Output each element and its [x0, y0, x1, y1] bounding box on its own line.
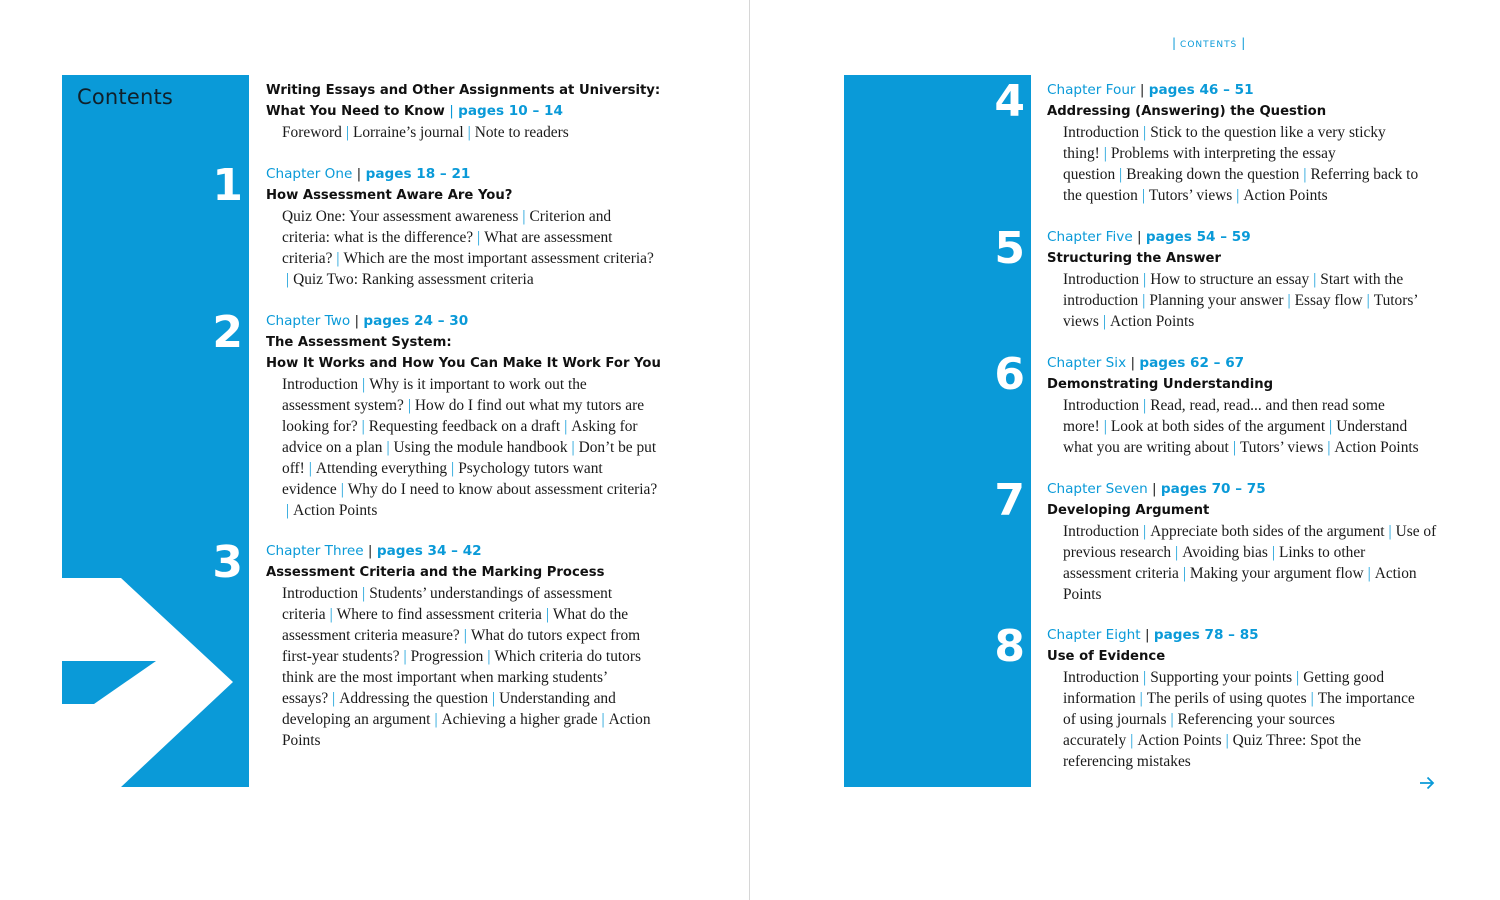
- topic-divider: |: [332, 690, 336, 707]
- right-page: [750, 0, 1500, 900]
- topic-item[interactable]: Read, read, read... and then read some more!: [1063, 397, 1385, 435]
- separator: |: [1147, 481, 1161, 497]
- chapter-pages: pages 78 – 85: [1153, 627, 1259, 643]
- topic-item[interactable]: Appreciate both sides of the argument: [1150, 523, 1385, 540]
- topic-list: [1047, 395, 1439, 458]
- chapter-pages: pages 34 – 42: [376, 543, 482, 559]
- topic-list: [266, 583, 654, 751]
- chapter-pages: pages 46 – 51: [1148, 82, 1254, 98]
- topic-divider: |: [1313, 271, 1317, 288]
- topic-divider: |: [477, 229, 481, 246]
- chapter-label: Chapter Eight: [1047, 627, 1141, 643]
- topic-divider: |: [1310, 690, 1314, 707]
- chapter-number: 6: [994, 349, 1025, 400]
- topic-divider: |: [451, 460, 455, 477]
- chapter-title: The Assessment System:: [266, 335, 452, 350]
- chapter-label: Chapter Five: [1047, 229, 1133, 245]
- topic-divider: |: [564, 418, 568, 435]
- chapter-number: 5: [994, 223, 1025, 274]
- topic-divider: |: [1143, 669, 1147, 686]
- topic-divider: |: [571, 439, 575, 456]
- topic-item[interactable]: Introduction: [1063, 669, 1140, 686]
- chapter-label: Chapter Six: [1047, 355, 1127, 371]
- chapter-title: Demonstrating Understanding: [1047, 377, 1274, 392]
- topic-divider: |: [1329, 418, 1333, 435]
- topic-item[interactable]: Lorraine’s journal: [352, 124, 464, 141]
- topic-divider: |: [1271, 544, 1275, 561]
- chapter-entry[interactable]: [1047, 80, 1427, 206]
- topic-divider: |: [1143, 523, 1147, 540]
- topic-item[interactable]: Addressing the question: [339, 690, 489, 707]
- topic-item[interactable]: Progression: [410, 648, 484, 665]
- topic-divider: |: [329, 606, 333, 623]
- topic-item[interactable]: Avoiding bias: [1182, 544, 1268, 561]
- topic-item[interactable]: Introduction: [1063, 124, 1140, 141]
- topic-item[interactable]: Getting good information: [1063, 669, 1385, 707]
- topic-divider: |: [487, 648, 491, 665]
- chapter-pages: pages 24 – 30: [363, 313, 469, 329]
- topic-item[interactable]: Requesting feedback on a draft: [368, 418, 561, 435]
- topic-item[interactable]: Stick to the question like a very sticky thing!: [1063, 124, 1386, 162]
- topic-item[interactable]: The perils of using quotes: [1146, 690, 1307, 707]
- chapter-pages: pages 62 – 67: [1139, 355, 1245, 371]
- topic-divider: |: [1327, 439, 1331, 456]
- topic-divider: |: [286, 271, 290, 288]
- topic-item[interactable]: Introduction: [1063, 523, 1140, 540]
- topic-divider: |: [362, 376, 366, 393]
- chapter-entry[interactable]: [266, 164, 656, 290]
- topic-item[interactable]: Don’t be put off!: [282, 439, 657, 477]
- topic-item[interactable]: Action Points: [293, 502, 378, 519]
- topic-item[interactable]: Introduction: [1063, 271, 1140, 288]
- chapter-label: Chapter Three: [266, 543, 364, 559]
- topic-item[interactable]: Note to readers: [474, 124, 569, 141]
- topic-divider: |: [434, 711, 438, 728]
- chapter-label: Chapter Four: [1047, 82, 1136, 98]
- topic-list: [1047, 269, 1419, 332]
- topic-divider: |: [361, 418, 365, 435]
- chapter-number: 1: [212, 160, 243, 211]
- separator: |: [1140, 627, 1154, 643]
- topic-divider: |: [1141, 187, 1145, 204]
- chapter-label-line: [1047, 227, 1419, 248]
- topic-divider: |: [1182, 565, 1186, 582]
- topic-item[interactable]: Why is it important to work out the assessment system?: [282, 376, 587, 414]
- contents-heading: Contents: [77, 85, 174, 109]
- topic-divider: |: [345, 124, 349, 141]
- chapter-label-line: [266, 164, 656, 185]
- topic-item[interactable]: Referring back to the question: [1063, 166, 1419, 204]
- topic-item[interactable]: Making your argument flow: [1189, 565, 1364, 582]
- topic-divider: |: [1119, 166, 1123, 183]
- separator: |: [350, 313, 364, 329]
- topic-divider: |: [1388, 523, 1392, 540]
- chapter-title: Developing Argument: [1047, 503, 1210, 518]
- topic-item[interactable]: Start with the introduction: [1063, 271, 1404, 309]
- topic-divider: |: [1236, 187, 1240, 204]
- topic-item[interactable]: How do I find out what my tutors are looking for?: [282, 397, 645, 435]
- topic-item[interactable]: Action Points: [1137, 732, 1222, 749]
- topic-divider: |: [403, 648, 407, 665]
- topic-divider: |: [467, 124, 471, 141]
- topic-item[interactable]: Where to find assessment criteria: [336, 606, 542, 623]
- separator: |: [1135, 82, 1149, 98]
- chapter-label: Chapter One: [266, 166, 353, 182]
- next-page-arrow-icon[interactable]: [1418, 774, 1436, 792]
- topic-item[interactable]: How to structure an essay: [1150, 271, 1310, 288]
- intro-title: Writing Essays and Other Assignments at University:: [266, 83, 661, 98]
- topic-item[interactable]: Tutors’ views: [1063, 292, 1418, 330]
- topic-divider: |: [1139, 690, 1143, 707]
- chapter-label-line: [1047, 80, 1427, 101]
- chapter-pages: pages 54 – 59: [1145, 229, 1251, 245]
- chapter-label-line: [1047, 625, 1429, 646]
- topic-item[interactable]: Understand what you are writing about: [1063, 418, 1408, 456]
- topic-item[interactable]: Quiz Three: Spot the referencing mistakes: [1063, 732, 1362, 770]
- chapter-entry[interactable]: [266, 311, 661, 521]
- separator: |: [352, 166, 366, 182]
- chapter-label-line: [266, 311, 658, 332]
- chapter-label-line: [266, 541, 654, 562]
- topic-item[interactable]: Breaking down the question: [1126, 166, 1300, 183]
- topic-item[interactable]: Understanding and developing an argument: [282, 690, 616, 728]
- chapter-title: How Assessment Aware Are You?: [266, 188, 513, 203]
- topic-item[interactable]: The importance of using journals: [1063, 690, 1415, 728]
- topic-divider: |: [1232, 439, 1236, 456]
- topic-item[interactable]: Introduction: [282, 376, 359, 393]
- left-page: [0, 0, 749, 900]
- topic-divider: |: [1143, 397, 1147, 414]
- chapter-title: Assessment Criteria and the Marking Process: [266, 565, 605, 580]
- topic-divider: |: [1225, 732, 1229, 749]
- topic-item[interactable]: Students’ understandings of assessment criteria: [282, 585, 613, 623]
- topic-item[interactable]: Links to other assessment criteria: [1063, 544, 1366, 582]
- topic-item[interactable]: What do tutors expect from first-year students?: [282, 627, 641, 665]
- topic-divider: |: [340, 481, 344, 498]
- topic-item[interactable]: Achieving a higher grade: [441, 711, 598, 728]
- topic-divider: |: [1103, 145, 1107, 162]
- topic-divider: |: [308, 460, 312, 477]
- topic-divider: |: [1175, 544, 1179, 561]
- topic-item[interactable]: Why do I need to know about assessment criteria?: [347, 481, 658, 498]
- chapter-title: Structuring the Answer: [1047, 251, 1221, 266]
- chapter-title: Addressing (Answering) the Question: [1047, 104, 1327, 119]
- chapter-label-line: [1047, 353, 1439, 374]
- topic-divider: |: [1303, 166, 1307, 183]
- topic-item[interactable]: What are assessment criteria?: [282, 229, 613, 267]
- topic-item[interactable]: What do the assessment criteria measure?: [282, 606, 629, 644]
- chapter-pages: pages 18 – 21: [365, 166, 471, 182]
- topic-item[interactable]: Psychology tutors want evidence: [282, 460, 603, 498]
- chapter-entry[interactable]: [1047, 353, 1439, 458]
- contents-band-right: [844, 75, 1031, 787]
- chapter-entry[interactable]: [1047, 479, 1437, 605]
- chapter-entry[interactable]: [266, 541, 654, 751]
- topic-divider: |: [601, 711, 605, 728]
- intro-title-line2: What You Need to Know | pages 10 – 14: [266, 103, 563, 119]
- topic-item[interactable]: Which criteria do tutors think are the most important when marking students’ essays?: [282, 648, 641, 707]
- topic-divider: |: [1143, 271, 1147, 288]
- topic-divider: |: [1142, 292, 1146, 309]
- topic-item[interactable]: Action Points: [1110, 313, 1195, 330]
- topic-divider: |: [362, 585, 366, 602]
- separator: |: [1126, 355, 1140, 371]
- topic-item[interactable]: Attending everything: [315, 460, 448, 477]
- chapter-label-line: [1047, 479, 1437, 500]
- chapter-number: 2: [212, 307, 243, 358]
- topic-divider: |: [1103, 418, 1107, 435]
- topic-item[interactable]: Use of previous research: [1063, 523, 1437, 561]
- topic-item[interactable]: Action Points: [1334, 439, 1419, 456]
- topic-divider: |: [1130, 732, 1134, 749]
- running-head: | CONTENTS |: [1172, 36, 1246, 50]
- topic-item[interactable]: Look at both sides of the argument: [1110, 418, 1326, 435]
- separator: |: [363, 543, 377, 559]
- topic-item[interactable]: Planning your answer: [1149, 292, 1284, 309]
- topic-item[interactable]: Referencing your sources accurately: [1063, 711, 1335, 749]
- topic-item[interactable]: Problems with interpreting the essay question: [1063, 145, 1336, 183]
- topic-item[interactable]: Quiz Two: Ranking assessment criteria: [293, 271, 534, 288]
- topic-divider: |: [407, 397, 411, 414]
- topic-item[interactable]: Action Points: [1063, 565, 1417, 603]
- topic-divider: |: [522, 208, 526, 225]
- topic-divider: |: [545, 606, 549, 623]
- topic-divider: |: [1143, 124, 1147, 141]
- topic-divider: |: [1367, 565, 1371, 582]
- topic-item[interactable]: Tutors’ views: [1239, 439, 1324, 456]
- chapter-label: Chapter Two: [266, 313, 351, 329]
- intro-entry[interactable]: [266, 80, 666, 143]
- topic-divider: |: [1287, 292, 1291, 309]
- topic-item[interactable]: Which are the most important assessment criteria?: [343, 250, 654, 267]
- chapter-title: Use of Evidence: [1047, 649, 1166, 664]
- topic-list: [1047, 521, 1437, 605]
- topic-divider: |: [1366, 292, 1370, 309]
- chapter-entry[interactable]: [1047, 227, 1419, 332]
- topic-divider: |: [1102, 313, 1107, 330]
- topic-divider: |: [336, 250, 340, 267]
- topic-list: [1047, 667, 1429, 772]
- topic-item[interactable]: Introduction: [282, 585, 359, 602]
- topic-list: [266, 374, 658, 521]
- topic-divider: |: [463, 627, 467, 644]
- chapter-number: 3: [212, 537, 243, 588]
- topic-item[interactable]: Action Points: [282, 711, 651, 749]
- chapter-number: 4: [994, 76, 1025, 127]
- chapter-pages: pages 70 – 75: [1160, 481, 1266, 497]
- topic-item[interactable]: Quiz One: Your assessment awareness: [282, 208, 519, 225]
- topic-item[interactable]: Foreword: [282, 124, 342, 141]
- topic-divider: |: [386, 439, 390, 456]
- topic-list: [1047, 122, 1427, 206]
- topic-item[interactable]: Criterion and criteria: what is the difference?: [282, 208, 612, 246]
- chapter-number: 7: [994, 475, 1025, 526]
- topic-item[interactable]: Tutors’ views: [1148, 187, 1233, 204]
- topic-divider: |: [492, 690, 496, 707]
- topic-item[interactable]: Essay flow: [1294, 292, 1363, 309]
- topic-list: [266, 206, 656, 290]
- topic-list: [266, 122, 666, 143]
- topic-divider: |: [286, 502, 290, 519]
- chapter-number: 8: [994, 621, 1025, 672]
- topic-item[interactable]: Supporting your points: [1150, 669, 1293, 686]
- topic-item[interactable]: Introduction: [1063, 397, 1140, 414]
- topic-item[interactable]: Action Points: [1243, 187, 1328, 204]
- chevron-arrow-icon: [62, 578, 249, 787]
- chapter-entry[interactable]: [1047, 625, 1429, 772]
- chapter-title: How It Works and How You Can Make It Work For You: [266, 356, 661, 371]
- topic-divider: |: [1296, 669, 1300, 686]
- topic-item[interactable]: Using the module handbook: [393, 439, 568, 456]
- chapter-label: Chapter Seven: [1047, 481, 1148, 497]
- separator: |: [1132, 229, 1146, 245]
- topic-divider: |: [1170, 711, 1174, 728]
- topic-item[interactable]: Asking for advice on a plan: [282, 418, 638, 456]
